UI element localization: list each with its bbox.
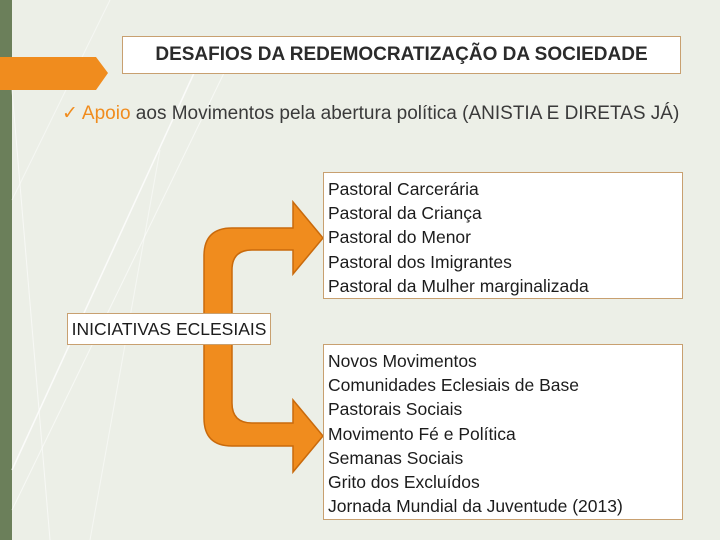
bullet-highlight: Apoio [81, 103, 131, 124]
top-list-box [323, 172, 683, 299]
list-item: Novos Movimentos [328, 351, 477, 371]
list-item: Semanas Sociais [328, 447, 464, 468]
list-item: Pastorais Sociais [328, 399, 463, 420]
list-item: Comunidades Eclesiais de Base [328, 375, 579, 396]
slide-title-text: DESAFIOS DA REDEMOCRATIZAÇÃO DA SOCIEDADE [155, 44, 648, 65]
checkmark-icon: ✓ [62, 103, 78, 124]
list-item: Movimento Fé e Política [328, 423, 516, 444]
list-item: Pastoral da Mulher marginalizada [328, 275, 589, 296]
list-item: Pastoral do Menor [328, 227, 471, 248]
list-item: Pastoral Carcerária [328, 179, 479, 199]
center-label-box [67, 313, 271, 345]
list-item: Jornada Mundial da Juventude (2013) [328, 496, 623, 517]
bottom-list-box [323, 344, 683, 520]
list-item: Pastoral dos Imigrantes [328, 251, 512, 272]
list-item: Pastoral da Criança [328, 203, 482, 224]
bullet-text: aos Movimentos pela abertura política (ANISTIA E DIRETAS JÁ) [130, 103, 680, 124]
center-label: INICIATIVAS ECLESIAIS [71, 318, 267, 339]
list-item: Grito dos Excluídos [328, 472, 480, 493]
